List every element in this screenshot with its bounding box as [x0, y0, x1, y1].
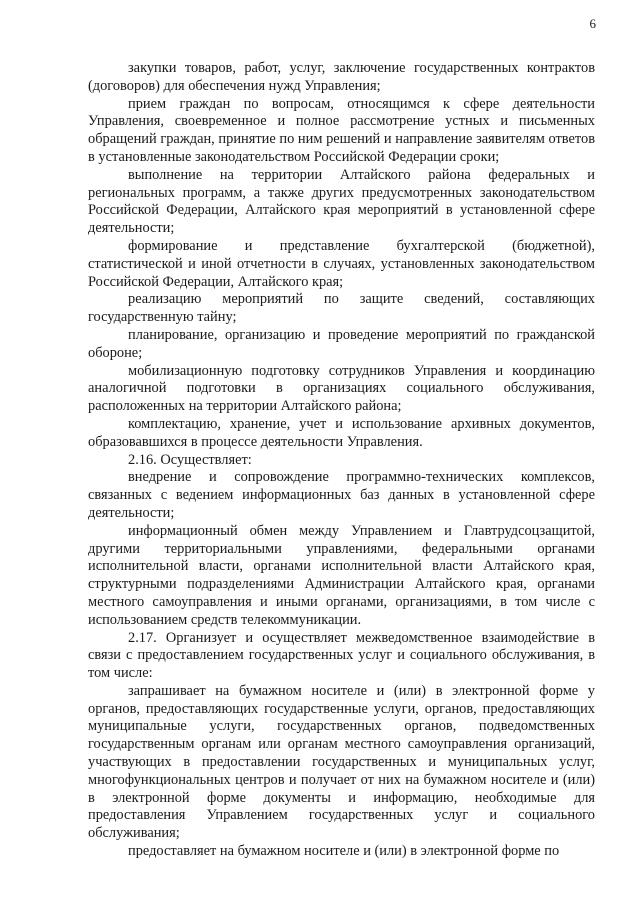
- section-2-17-heading: 2.17. Организует и осуществляет межведомственное взаимодействие в связи с предоставлением государственных услуг и социального обслуживания, в том числе:: [88, 629, 595, 682]
- paragraph-requests: запрашивает на бумажном носителе и (или) в электронной форме у органов, предоставляющих государственные услуги, органов, предоставляющих муниципальные услуги, государственных органов, подведомственных государственным органам или органам местного самоуправления организаций, участвующих в предоставлении государственных и муниципальных услуг, многофункциональных центров и получает от них на бумажном носителе и (или) в электронной форме документы и информацию, необходимые для предоставления Управлением государственных услуг и социального обслуживания;: [88, 682, 595, 842]
- paragraph-archives: комплектацию, хранение, учет и использование архивных документов, образовавшихся в процессе деятельности Управления.: [88, 415, 595, 450]
- document-body: [88, 60, 595, 861]
- paragraph-procurement: закупки товаров, работ, услуг, заключение государственных контрактов (договоров) для обеспечения нужд Управления;: [88, 60, 595, 94]
- page-number: 6: [589, 16, 596, 31]
- paragraph-reporting: формирование и представление бухгалтерской (бюджетной), статистической и иной отчетности в случаях, установленных законодательством Российской Федерации, Алтайского края;: [88, 237, 595, 290]
- paragraph-mobilization: мобилизационную подготовку сотрудников Управления и координацию аналогичной подготовки в организациях социального обслуживания, расположенных на территории Алтайского района;: [88, 362, 595, 415]
- paragraph-citizen-reception: прием граждан по вопросам, относящимся к сфере деятельности Управления, своевременное и полное рассмотрение устных и письменных обращений граждан, принятие по ним решений и направление заявителям ответов в установленные законодательством Российской Федерации сроки;: [88, 95, 595, 165]
- paragraph-program-implementation: выполнение на территории Алтайского района федеральных и региональных программ, а также других предусмотренных законодательством Российской Федерации, Алтайского края мероприятий в установленной сфере деятельности;: [88, 166, 595, 237]
- paragraph-software-complexes: внедрение и сопровождение программно-технических комплексов, связанных с ведением информационных баз данных в установленной сфере деятельности;: [88, 469, 595, 521]
- paragraph-information-exchange: информационный обмен между Управлением и Главтрудсоцзащитой, другими территориальными управлениями, федеральными органами исполнительной власти, органами исполнительной власти Алтайского края, структурными подразделениями Администрации Алтайского края, органами местного самоуправления и иными органами, организациями, в том числе с использованием средств телекоммуникации.: [88, 522, 595, 628]
- paragraph-civil-defense: планирование, организацию и проведение мероприятий по гражданской обороне;: [88, 326, 595, 361]
- paragraph-provides: предоставляет на бумажном носителе и (или) в электронной форме по: [128, 843, 560, 860]
- section-2-16-heading: 2.16. Осуществляет:: [128, 451, 252, 468]
- paragraph-state-secret: реализацию мероприятий по защите сведений, составляющих государственную тайну;: [88, 291, 595, 326]
